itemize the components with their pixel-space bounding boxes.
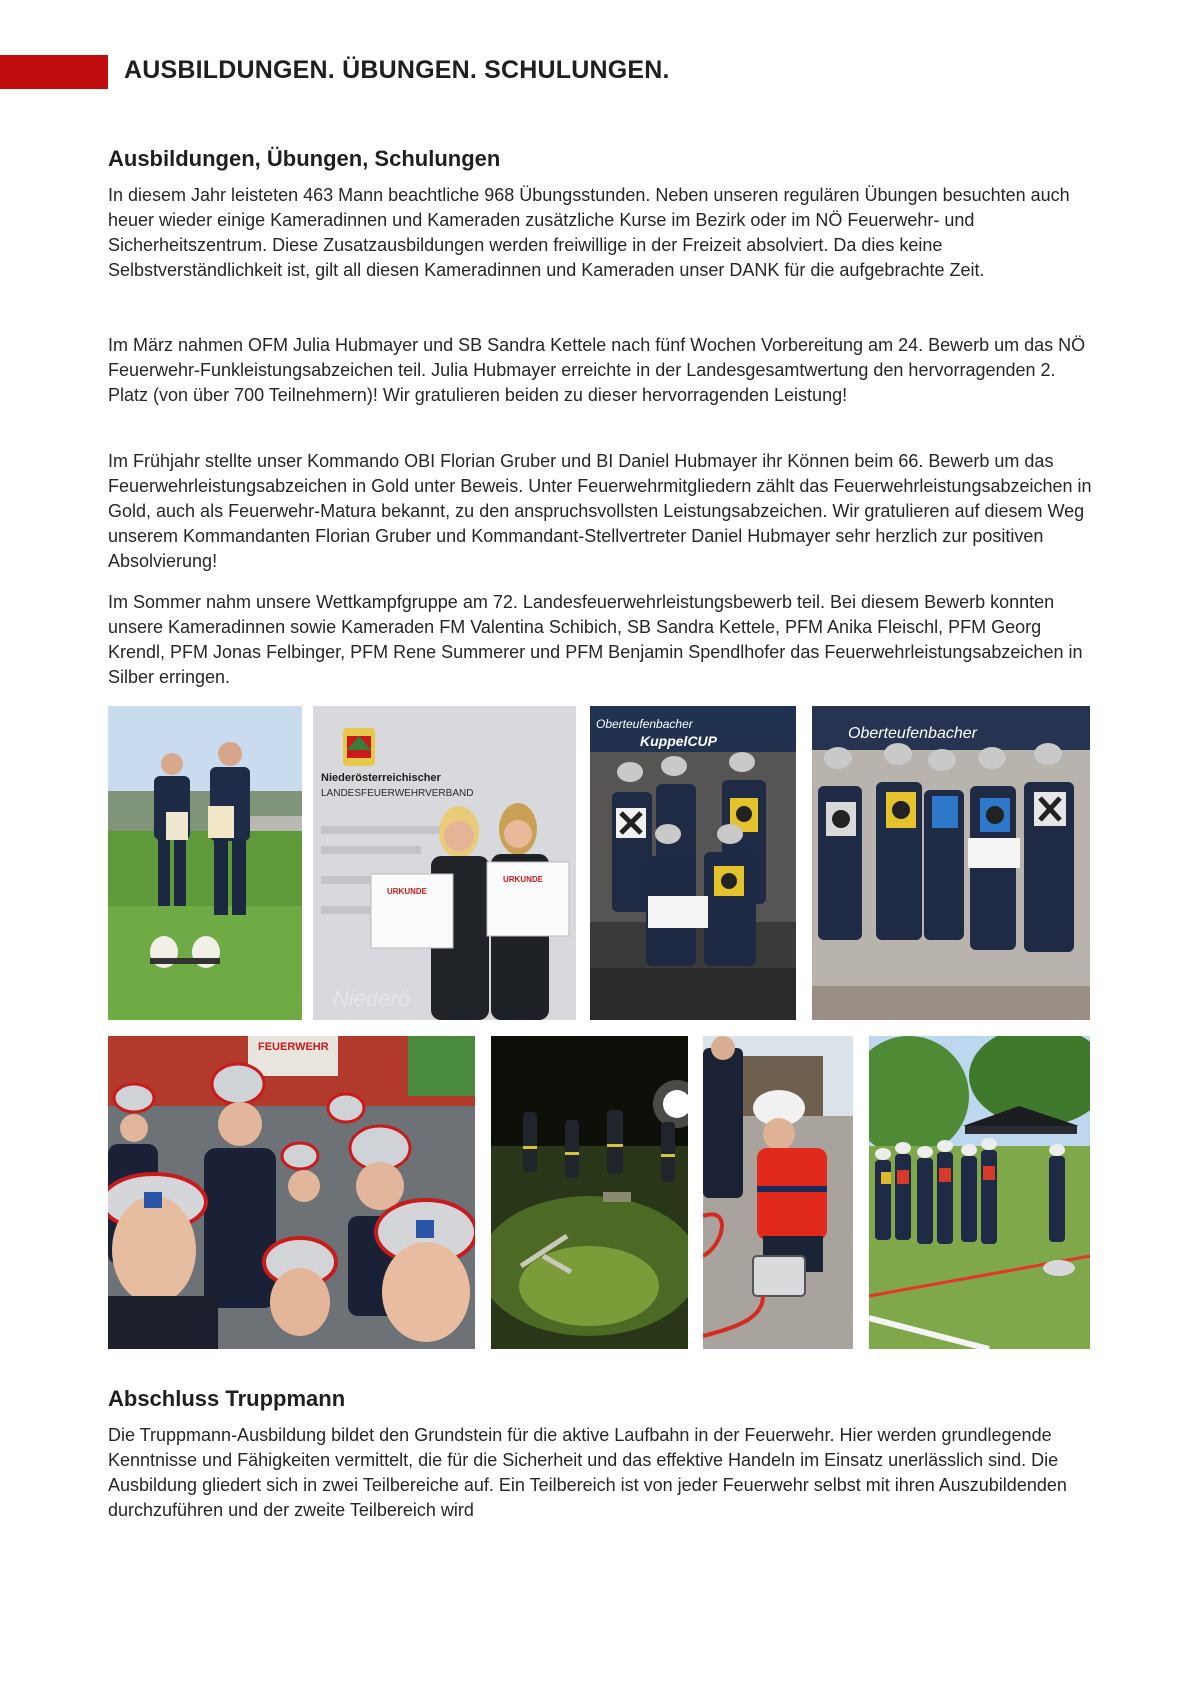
paragraph-funkleistungsabzeichen: Im März nahmen OFM Julia Hubmayer und SB Sandra Kettele nach fünf Wochen Vorbereitung am 24. Bewerb um das NÖ Feuerwehr-Funkleistungsabzeichen teil. Julia Hubmayer erreichte in der Landesgesamtwertung den hervorragenden 2. Platz (von über 700 Teilnehmern)! Wir gratulieren beiden zu dieser hervorragenden Leistung! bbox=[108, 335, 1086, 405]
logo-text-niederoesterreichischer: Niederösterreichischer bbox=[321, 772, 441, 784]
paragraph-leistungsabzeichen-silber: Im Sommer nahm unsere Wettkampfgruppe am 72. Landesfeuerwehrleistungsbewerb teil. Bei diesem Bewerb konnten unsere Kameradinnen sowie Kameraden FM Valentina Schibich, SB Sandra Kettele, PFM Anika Fleischl, PFM Georg Krendl, PFM Jonas Felbinger, PFM Rene Summerer und PFM Benjamin Spendlhofer das Feuerwehrleistungsabzeichen in Silber erringen. bbox=[108, 592, 1083, 687]
logo-text-landesfeuerwehrverband: LANDESFEUERWEHRVERBAND bbox=[321, 788, 474, 799]
banner-text-line1: Oberteufenbacher bbox=[596, 717, 693, 731]
photo-kuppelcup-team-small bbox=[590, 706, 796, 1020]
paragraph-intro: In diesem Jahr leisteten 463 Mann beachtliche 968 Übungsstunden. Neben unseren regulären Übungen besuchten auch heuer wieder einige Kameradinnen und Kameraden zusätzliche Kurse im Bezirk oder im NÖ Feuerwehr- und Sicherheitszentrum. Diese Zusatzausbildungen werden freiwillige in der Freizeit absolviert. Da dies keine Selbstverständlichkeit ist, gilt all diesen Kameradinnen und Kameraden unser DANK für die aufgebrachte Zeit. bbox=[108, 185, 1070, 280]
photo-equipment-training bbox=[703, 1036, 853, 1349]
truck-label: FEUERWEHR bbox=[258, 1041, 329, 1053]
photo-night-exercise bbox=[491, 1036, 688, 1349]
photo-helmet-selfie bbox=[108, 1036, 475, 1349]
section-heading-ausbildungen: Ausbildungen, Übungen, Schulungen bbox=[108, 146, 501, 171]
photo-award-women-wall bbox=[313, 706, 576, 1020]
photo-youth-group-outdoor bbox=[869, 1036, 1090, 1349]
paragraph-leistungsabzeichen-gold: Im Frühjahr stellte unser Kommando OBI Florian Gruber und BI Daniel Hubmayer ihr Können beim 66. Bewerb um das Feuerwehrleistungsabzeichen in Gold unter Beweis. Unter Feuerwehrmitgliedern zählt das Feuerwehrleistungsabzeichen in Gold, auch als Feuerwehr-Matura bekannt, zu den anspruchsvollsten Leistungsabzeichen. Wir gratulieren auf diesem Weg unserem Kommandanten Florian Gruber und Kommandant-Stellvertreter Daniel Hubmayer sehr herzlich zur positiven Absolvierung! bbox=[108, 451, 1092, 571]
page-title: AUSBILDUNGEN. ÜBUNGEN. SCHULUNGEN. bbox=[124, 56, 670, 84]
header-accent-bar bbox=[0, 55, 108, 89]
banner-text-line1-large: Oberteufenbacher bbox=[848, 725, 977, 742]
paragraph-truppmann: Die Truppmann-Ausbildung bildet den Grundstein für die aktive Laufbahn in der Feuerwehr. Hier werden grundlegende Kenntnisse und Fähigkeiten vermittelt, die für die Sicherheit und das effektive Handeln im Einsatz unerlässlich sind. Die Ausbildung gliedert sich in zwei Teilbereiche auf. Ein Teilbereich ist von jeder Feuerwehr selbst mit ihren Auszubildenden durchzuführen und der zweite Teilbereich wird bbox=[108, 1425, 1067, 1520]
banner-text-line2: KuppelCUP bbox=[640, 733, 717, 749]
photo-kuppelcup-team-large bbox=[812, 706, 1090, 1020]
certificate-label-left: URKUNDE bbox=[387, 887, 427, 896]
section-heading-truppmann: Abschluss Truppmann bbox=[108, 1386, 346, 1411]
svg-text:Niederö: Niederö bbox=[333, 986, 411, 1011]
photo-award-men-lawn bbox=[108, 706, 302, 1020]
certificate-label-right: URKUNDE bbox=[503, 875, 543, 884]
